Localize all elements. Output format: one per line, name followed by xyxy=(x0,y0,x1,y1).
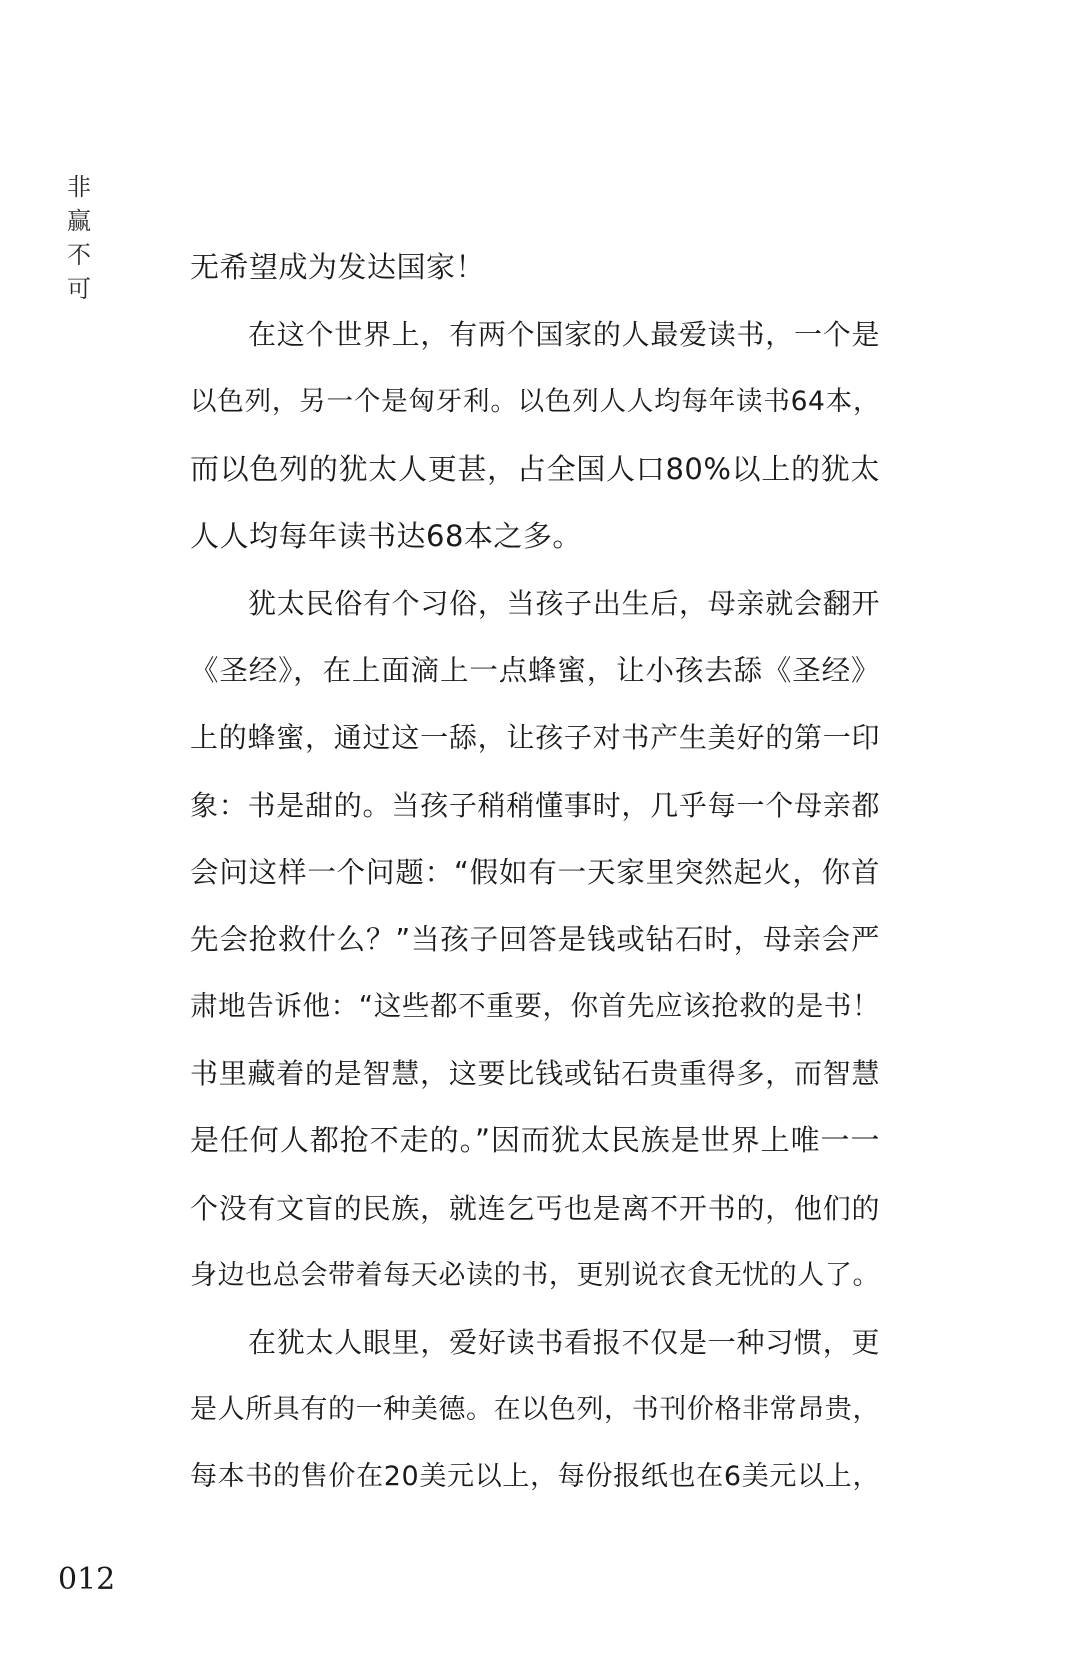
running-head xyxy=(62,170,96,306)
body-text xyxy=(190,234,880,1511)
text-line: 犹太民俗有个习俗，当孩子出生后，母亲就会翻开 xyxy=(248,586,880,620)
text-line: 是任何人都抢不走的。”因而犹太民族是世界上唯一一 xyxy=(190,1123,880,1158)
text-line: 个没有文盲的民族，就连乞丐也是离不开书的，他们的 xyxy=(190,1191,880,1225)
running-head-char: 赢 xyxy=(67,207,91,235)
running-head-char: 不 xyxy=(67,241,91,269)
text-line: 以色列，另一个是匈牙利。以色列人人均每年读书64本， xyxy=(190,386,880,418)
text-line: 书里藏着的是智慧，这要比钱或钻石贵重得多，而智慧 xyxy=(190,1057,880,1091)
text-line: 是人所具有的一种美德。在以色列，书刊价格非常昂贵， xyxy=(190,1394,880,1426)
text-line: 无希望成为发达国家！ xyxy=(190,250,486,284)
text-line: 身边也总会带着每天必读的书，更别说衣食无忧的人了。 xyxy=(190,1259,880,1291)
text-line: 而以色列的犹太人更甚，占全国人口80%以上的犹太 xyxy=(190,451,880,486)
text-line: 在犹太人眼里，爱好读书看报不仅是一种习惯，更 xyxy=(248,1326,880,1359)
text-line: 会问这样一个问题：“假如有一天家里突然起火，你首 xyxy=(190,855,880,889)
page-number: 012 xyxy=(58,1562,116,1597)
text-line: 每本书的售价在20美元以上，每份报纸也在6美元以上， xyxy=(190,1461,880,1493)
text-line: 人人均每年读书达68本之多。 xyxy=(190,518,582,553)
text-line: 《圣经》，在上面滴上一点蜂蜜，让小孩去舔《圣经》 xyxy=(190,654,880,688)
running-head-char: 可 xyxy=(67,275,91,303)
text-line: 上的蜂蜜，通过这一舔，让孩子对书产生美好的第一印 xyxy=(190,721,880,755)
text-line: 象：书是甜的。当孩子稍稍懂事时，几乎每一个母亲都 xyxy=(190,788,880,822)
text-line: 在这个世界上，有两个国家的人最爱读书，一个是 xyxy=(248,318,880,352)
text-line: 肃地告诉他：“这些都不重要，你首先应该抢救的是书！ xyxy=(190,990,880,1023)
running-head-char: 非 xyxy=(67,173,91,201)
text-line: 先会抢救什么？”当孩子回答是钱或钻石时，母亲会严 xyxy=(190,922,880,956)
